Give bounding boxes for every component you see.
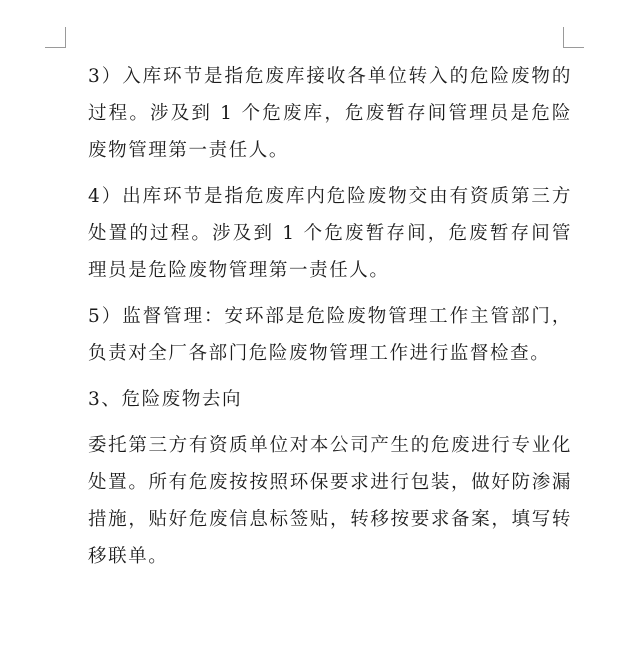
margin-marker-top-left [45, 27, 66, 48]
paragraph-warehousing: 3）入库环节是指危废库接收各单位转入的危险废物的过程。涉及到 1 个危废库，危废暂存间管理员是危险废物管理第一责任人。 [88, 66, 572, 161]
paragraph-supervision: 5）监督管理：安环部是危险废物管理工作主管部门，负责对全厂各部门危险废物管理工作进行监督检查。 [88, 306, 572, 364]
margin-marker-top-right [563, 27, 584, 48]
section-heading-waste-destination: 3、危险废物去向 [88, 389, 243, 410]
paragraph-outbound: 4）出库环节是指危废库内危险废物交由有资质第三方处置的过程。涉及到 1 个危废暂存间，危废暂存间管理员是危险废物管理第一责任人。 [88, 186, 572, 281]
paragraph-third-party-disposal: 委托第三方有资质单位对本公司产生的危废进行专业化处置。所有危废按按照环保要求进行包装，做好防渗漏措施，贴好危废信息标签贴，转移按要求备案，填写转移联单。 [88, 435, 572, 567]
document-body[interactable] [88, 58, 572, 584]
